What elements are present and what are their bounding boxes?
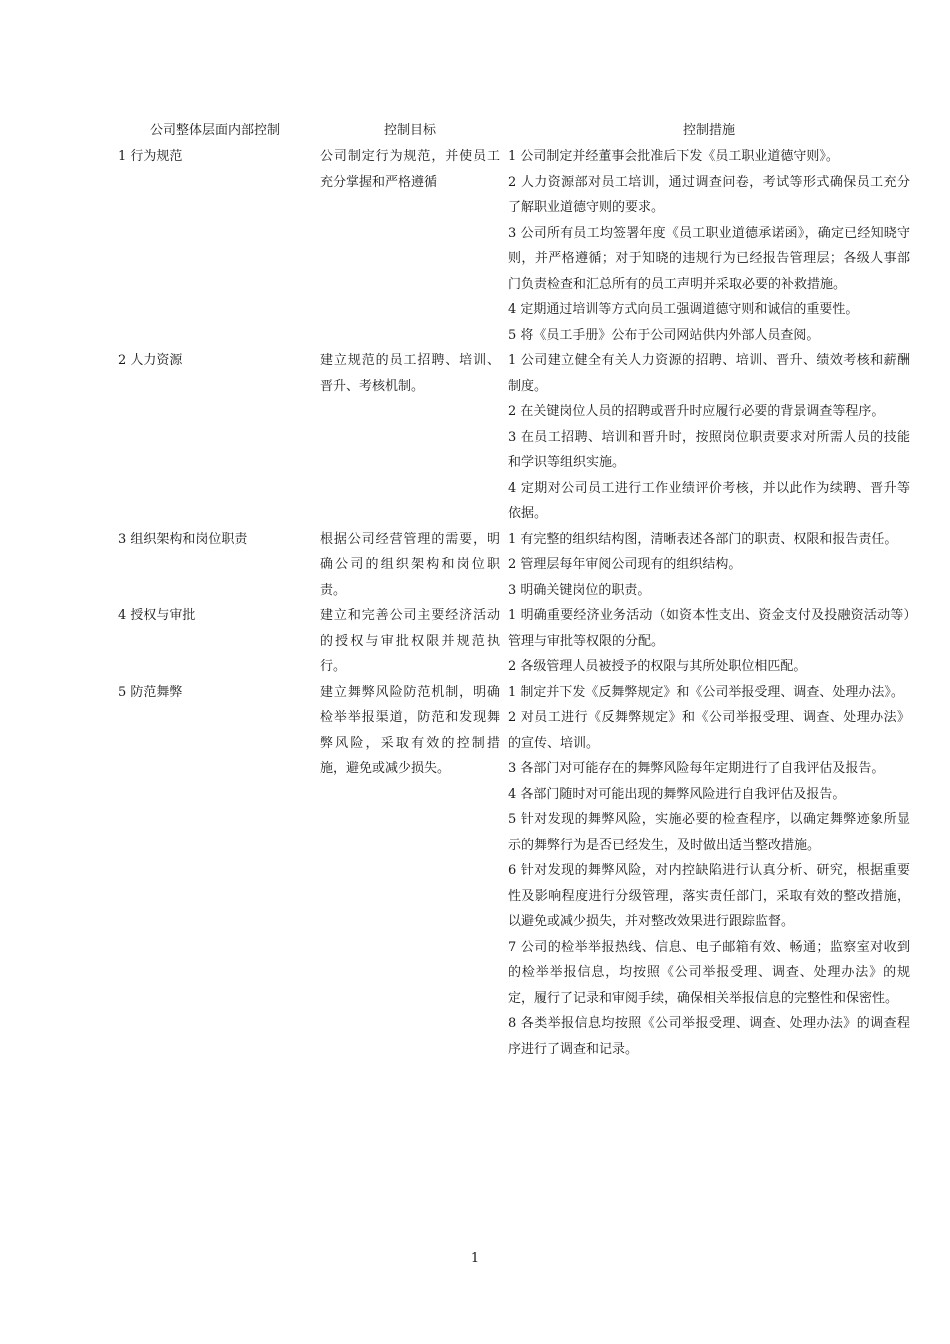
row-measures bbox=[504, 348, 914, 527]
measure-item: 4 定期对公司员工进行工作业绩评价考核，并以此作为续聘、晋升等依据。 bbox=[508, 480, 910, 521]
row-goal: 建立舞弊风险防范机制，明确检举举报渠道，防范和发现舞弊风险，采取有效的控制措施，避免或减少损失。 bbox=[320, 684, 500, 776]
measure-item: 3 公司所有员工均签署年度《员工职业道德承诺函》，确定已经知晓守则，并严格遵循；对于知晓的违规行为已经报告管理层；各级人事部门负责检查和汇总所有的员工声明并采取必要的补救措施。 bbox=[508, 225, 910, 292]
row-goal: 根据公司经营管理的需要，明确公司的组织架构和岗位职责。 bbox=[320, 531, 500, 598]
measure-item: 3 在员工招聘、培训和晋升时，按照岗位职责要求对所需人员的技能和学识等组织实施。 bbox=[508, 429, 910, 470]
table-row bbox=[114, 527, 914, 604]
page-number: 1 bbox=[470, 1251, 480, 1266]
table-row bbox=[114, 603, 914, 680]
measure-item: 3 各部门对可能存在的舞弊风险每年定期进行了自我评估及报告。 bbox=[508, 761, 885, 776]
measure-item: 1 公司建立健全有关人力资源的招聘、培训、晋升、绩效考核和薪酬制度。 bbox=[508, 353, 910, 394]
row-goal: 公司制定行为规范，并使员工充分掌握和严格遵循 bbox=[320, 149, 500, 190]
measure-item: 7 公司的检举举报热线、信息、电子邮箱有效、畅通；监察室对收到的检举举报信息，均按照《公司举报受理、调查、处理办法》的规定，履行了记录和审阅手续，确保相关举报信息的完整性和保密性。 bbox=[508, 939, 910, 1006]
row-measures bbox=[504, 527, 914, 604]
row-area: 3 组织架构和岗位职责 bbox=[118, 531, 248, 547]
row-goal: 建立规范的员工招聘、培训、晋升、考核机制。 bbox=[320, 353, 500, 394]
table-row bbox=[114, 680, 914, 1063]
measure-item: 1 公司制定并经董事会批准后下发《员工职业道德守则》。 bbox=[508, 149, 839, 164]
measure-item: 2 对员工进行《反舞弊规定》和《公司举报受理、调查、处理办法》的宣传、培训。 bbox=[508, 710, 910, 751]
row-area: 1 行为规范 bbox=[118, 149, 183, 164]
header-control-area: 公司整体层面内部控制 bbox=[149, 123, 280, 139]
table-header-row bbox=[114, 118, 914, 144]
row-measures bbox=[504, 144, 914, 348]
row-measures bbox=[504, 603, 914, 680]
table-row bbox=[114, 144, 914, 348]
measure-item: 2 人力资源部对员工培训，通过调查问卷，考试等形式确保员工充分了解职业道德守则的要求。 bbox=[508, 174, 910, 215]
measure-item: 5 针对发现的舞弊风险，实施必要的检查程序，以确定舞弊迹象所显示的舞弊行为是否已经发生，及时做出适当整改措施。 bbox=[508, 812, 910, 853]
row-area: 5 防范舞弊 bbox=[118, 684, 183, 700]
internal-control-table bbox=[114, 118, 914, 1062]
row-area: 2 人力资源 bbox=[118, 353, 183, 368]
header-control-measures: 控制措施 bbox=[682, 123, 735, 139]
measure-item: 2 在关键岗位人员的招聘或晋升时应履行必要的背景调查等程序。 bbox=[508, 404, 885, 419]
row-measures bbox=[504, 680, 914, 1063]
measure-item: 6 针对发现的舞弊风险，对内控缺陷进行认真分析、研究，根据重要性及影响程度进行分级管理，落实责任部门，采取有效的整改措施，以避免或减少损失，并对整改效果进行跟踪监督。 bbox=[508, 863, 910, 929]
measure-item: 2 管理层每年审阅公司现有的组织结构。 bbox=[508, 557, 742, 572]
measure-item: 1 制定并下发《反舞弊规定》和《公司举报受理、调查、处理办法》。 bbox=[508, 684, 904, 700]
row-goal: 建立和完善公司主要经济活动的授权与审批权限并规范执行。 bbox=[320, 608, 500, 674]
measure-item: 2 各级管理人员被授予的权限与其所处职位相匹配。 bbox=[508, 659, 807, 674]
measure-item: 1 明确重要经济业务活动（如资本性支出、资金支付及投融资活动等）管理与审批等权限的分配。 bbox=[508, 608, 910, 649]
measure-item: 3 明确关键岗位的职责。 bbox=[508, 582, 651, 598]
table-row bbox=[114, 348, 914, 527]
header-control-goal: 控制目标 bbox=[383, 123, 436, 139]
measure-item: 4 各部门随时对可能出现的舞弊风险进行自我评估及报告。 bbox=[508, 786, 846, 802]
measure-item: 1 有完整的组织结构图，清晰表述各部门的职责、权限和报告责任。 bbox=[508, 531, 898, 547]
measure-item: 8 各类举报信息均按照《公司举报受理、调查、处理办法》的调查程序进行了调查和记录。 bbox=[508, 1016, 910, 1057]
row-area: 4 授权与审批 bbox=[118, 608, 196, 623]
measure-item: 5 将《员工手册》公布于公司网站供内外部人员查阅。 bbox=[508, 327, 820, 343]
measure-item: 4 定期通过培训等方式向员工强调道德守则和诚信的重要性。 bbox=[508, 302, 859, 317]
